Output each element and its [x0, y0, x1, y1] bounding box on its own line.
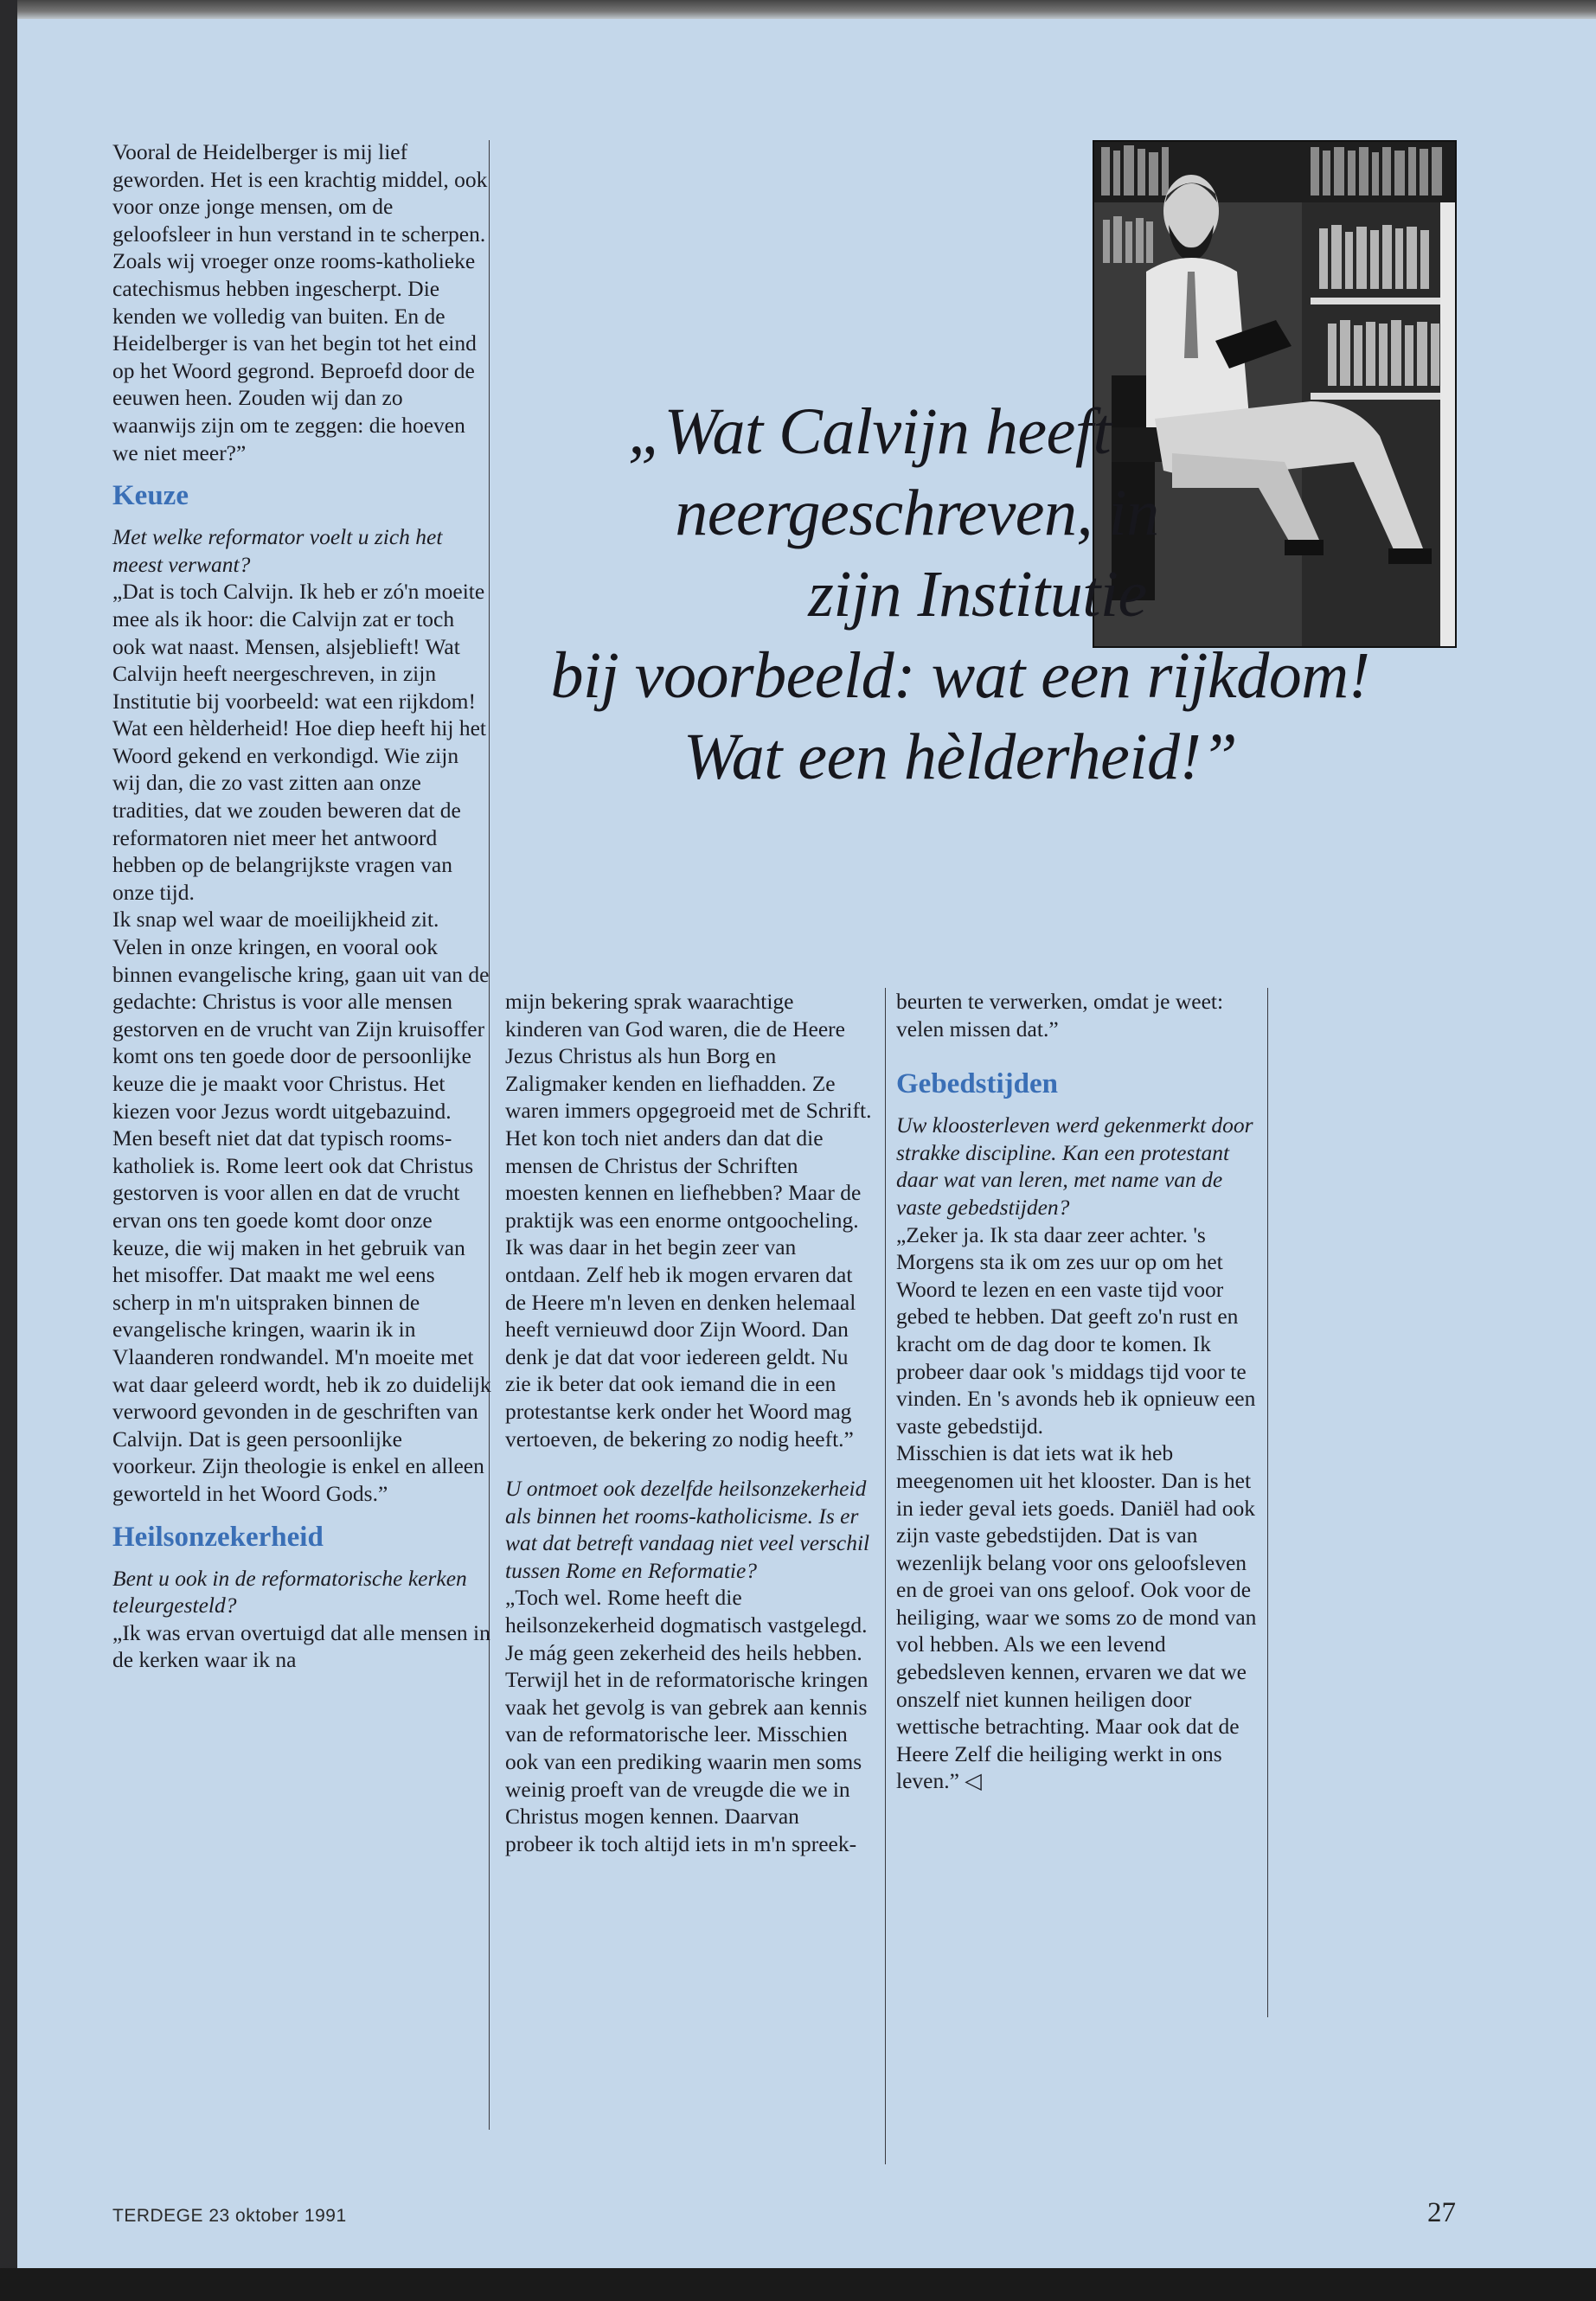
- paragraph: mijn bekering sprak waarachtige kinderen van God waren, die de Heere Jezus Christus als hun Borg en Zaligmaker kenden en liefhadden. Ze waren immers opgegroeid met de Schrift. Het kon toch niet anders dan dat die mensen de Christus der Schriften moesten kennen en liefhebben? Maar de praktijk was een enorme ontgoocheling. Ik was daar in het begin zeer van ontdaan. Zelf heb ik mogen ervaren dat de Heere m'n leven en denken helemaal heeft vernieuwd door Zijn Woord. Dan denk je dat dat voor iedereen geldt. Nu zie ik beter dat ook iemand die in een protestantse kerk onder het Woord mag vertoeven, de bekering zo nodig heeft.”: [505, 989, 872, 1452]
- paragraph: Vooral de Heidelberger is mij lief geworden. Het is een krachtig middel, ook voor onze jonge mensen, om de geloofsleer in hun verstand in te scherpen. Zoals wij vroeger onze rooms-katholieke catechismus hebben ingescherpt. Die kenden we volledig van buiten. En de Heidelberger is van het begin tot het eind op het Woord gegrond. Beproefd door de eeuwen heen. Zouden wij dan zo waanwijs zijn om te zeggen: die hoeven we niet meer?”: [112, 139, 488, 465]
- pull-quote-line: bij voorbeeld: wat een rijkdom!: [550, 639, 1370, 712]
- paragraph: „Ik was ervan overtuigd dat alle mensen in de kerken waar ik na: [112, 1619, 490, 1673]
- article-column-3: [896, 988, 1268, 1795]
- pull-quote-line: neergeschreven, in: [675, 477, 1159, 549]
- section-heading: Keuze: [112, 480, 189, 512]
- interview-question: Uw kloosterleven werd gekenmerkt door strakke discipline. Kan een protestant daar wat van leren, met name van de vaste gebedstijden?: [896, 1112, 1253, 1220]
- paragraph: Men beseft niet dat dat typisch rooms-katholiek is. Rome leert ook dat Christus gestorven is voor allen en dat de vrucht ervan ons ten goede komt door onze keuze, die wij maken in het gebruik van het misoffer. Dat maakt me wel eens scherp in m'n uitspraken binnen de evangelische kringen, waarin ik in Vlaanderen rondwandel. M'n moeite met wat daar geleerd wordt, heb ik zo duidelijk verwoord gevonden in de geschriften van Calvijn. Dat is geen persoonlijke voorkeur. Zijn theologie is enkel en alleen geworteld in het Woord Gods.”: [112, 1125, 491, 1506]
- paragraph: Ik snap wel waar de moeilijkheid zit. Velen in onze kringen, en vooral ook binnen evangelische kring, gaan uit van de gedachte: Christus is voor alle mensen gestorven en de vrucht van Zijn kruisoffer komt ons ten goede door de persoonlijke keuze die je maakt voor Christus. Het kiezen voor Jezus wordt uitgebazuind.: [112, 907, 490, 1124]
- scan-edge-top: [0, 0, 1596, 19]
- article-column-2: [505, 988, 872, 1857]
- interview-question: Bent u ook in de reformatorische kerken teleurgesteld?: [112, 1565, 467, 1618]
- scan-edge-left: [0, 0, 17, 2301]
- interview-question: Met welke reformator voelt u zich het meest verwant?: [112, 524, 443, 577]
- pull-quote: [502, 391, 1419, 798]
- column-divider: [885, 988, 886, 2164]
- section-heading: Heilsonzekerheid: [112, 1521, 324, 1553]
- pull-quote-line: zijn Institutie: [808, 558, 1147, 631]
- paragraph: Misschien is dat iets wat ik heb meegenomen uit het klooster. Dan is het in ieder geval iets goeds. Daniël had ook zijn vaste gebedstijden. Dat is van wezenlijk belang voor ons geloofsleven en de groei van ons geloof. Ook voor de heiliging, waar we soms zo de mond van vol hebben. Als we een levend gebedsleven kennen, ervaren we dat we onszelf niet kunnen heiligen door wettische betrachting. Maar ook dat de Heere Zelf die heiliging werkt in ons leven.” ◁: [896, 1440, 1257, 1794]
- pull-quote-line: Wat een hèlderheid!”: [683, 721, 1238, 793]
- paragraph: „Zeker ja. Ik sta daar zeer achter. 's Morgens sta ik om zes uur op om het Woord te lezen en een vaste tijd voor gebed te hebben. Dat geeft zo'n rust en kracht om de dag door te komen. Ik probeer daar ook 's middags tijd voor te vinden. En 's avonds heb ik opnieuw een vaste gebedstijd.: [896, 1221, 1256, 1439]
- paragraph: „Toch wel. Rome heeft die heilsonzekerheid dogmatisch vastgelegd. Je mág geen zekerheid des heils hebben. Terwijl het in de reformatorische kringen vaak het gevolg is van gebrek aan kennis van de reformatorische leer. Misschien ook van een prediking waarin men soms weinig proeft van de vreugde die we in Christus mogen kennen. Daarvan probeer ik toch altijd iets in m'n spreek-: [505, 1585, 869, 1856]
- section-heading: Gebedstijden: [896, 1068, 1059, 1100]
- interview-question: U ontmoet ook dezelfde heilsonzekerheid als binnen het rooms-katholicisme. Is er wat dat betreft vandaag niet veel verschil tussen Rome en Reformatie?: [505, 1476, 870, 1583]
- scan-edge-bottom: [0, 2268, 1596, 2301]
- paragraph: „Dat is toch Calvijn. Ik heb er zó'n moeite mee als ik hoor: die Calvijn zat er toch ook wat naast. Mensen, alsjeblieft! Wat Calvijn heeft neergeschreven, in zijn Institutie bij voorbeeld: wat een rijkdom! Wat een hèlderheid! Hoe diep heeft hij het Woord gekend en verkondigd. Wie zijn wij dan, die zo vast zitten aan onze tradities, dat we zouden beweren dat de reformatoren niet meer het antwoord hebben op de belangrijkste vragen van onze tijd.: [112, 579, 486, 905]
- paragraph: beurten te verwerken, omdat je weet: velen missen dat.”: [896, 989, 1224, 1042]
- page-footer: TERDEGE 23 oktober 1991: [112, 2206, 347, 2226]
- article-column-1: [112, 138, 491, 1674]
- pull-quote-line: „Wat Calvijn heeft: [627, 395, 1112, 468]
- magazine-page: [17, 19, 1596, 2268]
- page-number: 27: [1427, 2197, 1456, 2228]
